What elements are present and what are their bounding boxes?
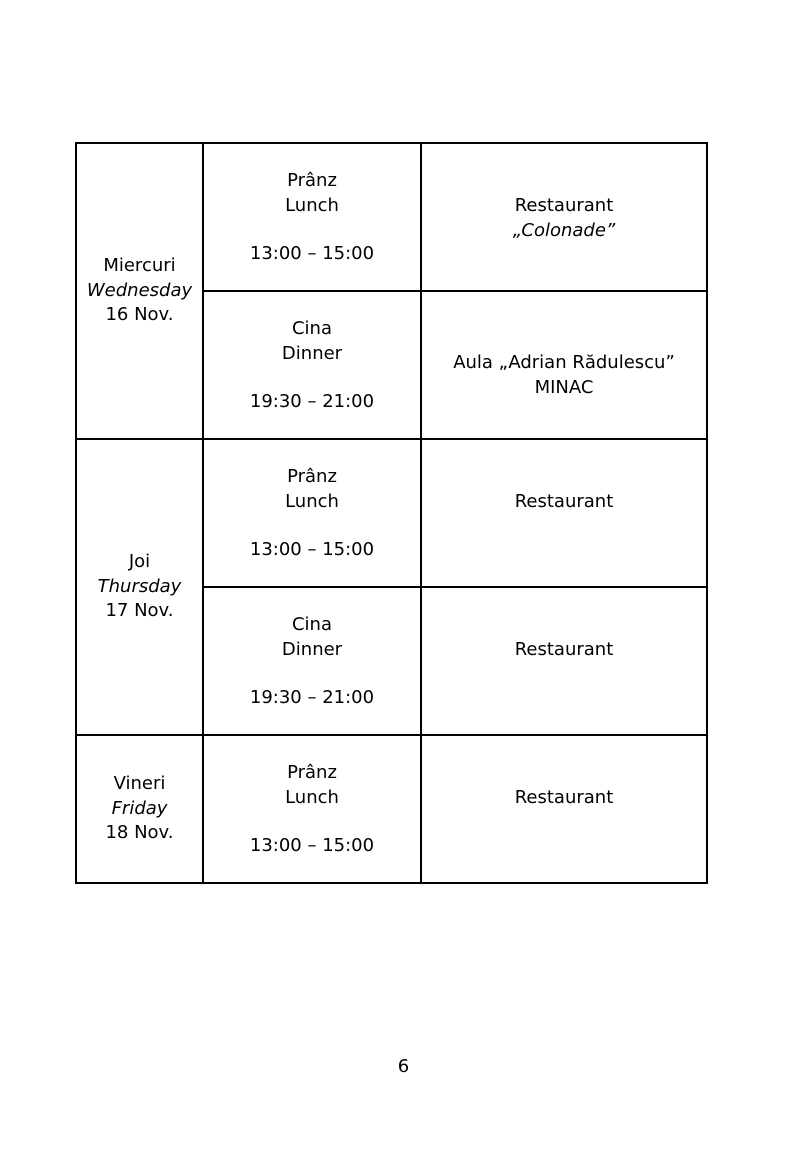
day-name-ro: Vineri — [113, 773, 166, 795]
meal-time: 13:00 – 15:00 — [249, 539, 375, 560]
meal-name-en: Lunch — [285, 194, 339, 216]
day-name-en: Friday — [111, 797, 168, 819]
venue-name: Restaurant — [514, 787, 614, 808]
table-row — [76, 735, 707, 883]
table-row — [76, 439, 707, 587]
meal-name-ro: Prânz — [287, 762, 337, 783]
page-number: 6 — [397, 1056, 410, 1077]
day-cell-wednesday — [76, 143, 203, 439]
schedule-table — [75, 142, 708, 884]
meal-name-ro: Prânz — [287, 466, 337, 487]
meal-cell-dinner — [203, 291, 421, 439]
venue-name: Restaurant — [514, 639, 614, 660]
venue-subname: „Colonade” — [512, 219, 616, 241]
venue-cell — [421, 735, 707, 883]
meal-time: 13:00 – 15:00 — [249, 243, 375, 264]
venue-cell — [421, 291, 707, 439]
meal-cell-lunch — [203, 439, 421, 587]
meal-time: 13:00 – 15:00 — [249, 835, 375, 856]
day-cell-thursday — [76, 439, 203, 735]
meal-name-ro: Cina — [291, 318, 332, 339]
day-name-ro: Joi — [128, 551, 151, 573]
meal-cell-lunch — [203, 143, 421, 291]
meal-time: 19:30 – 21:00 — [249, 391, 375, 412]
meal-name-en: Lunch — [285, 490, 339, 512]
day-cell-friday — [76, 735, 203, 883]
meal-cell-lunch — [203, 735, 421, 883]
day-date: 16 Nov. — [105, 304, 174, 326]
meal-name-en: Lunch — [285, 786, 339, 808]
venue-name: Restaurant — [514, 195, 614, 216]
meal-name-en: Dinner — [281, 638, 343, 660]
table-row — [76, 143, 707, 291]
meal-name-ro: Prânz — [287, 170, 337, 191]
day-date: 17 Nov. — [105, 600, 174, 622]
venue-name: Aula „Adrian Rădulescu” — [453, 352, 675, 373]
venue-cell — [421, 439, 707, 587]
day-name-en: Wednesday — [86, 279, 193, 301]
meal-time: 19:30 – 21:00 — [249, 687, 375, 708]
meal-name-en: Dinner — [281, 342, 343, 364]
day-name-en: Thursday — [97, 575, 182, 597]
venue-name: Restaurant — [514, 491, 614, 512]
meal-cell-dinner — [203, 587, 421, 735]
venue-cell — [421, 143, 707, 291]
day-name-ro: Miercuri — [103, 255, 176, 277]
venue-subname: MINAC — [534, 376, 594, 398]
day-date: 18 Nov. — [105, 822, 174, 844]
meal-name-ro: Cina — [291, 614, 332, 635]
venue-cell — [421, 587, 707, 735]
